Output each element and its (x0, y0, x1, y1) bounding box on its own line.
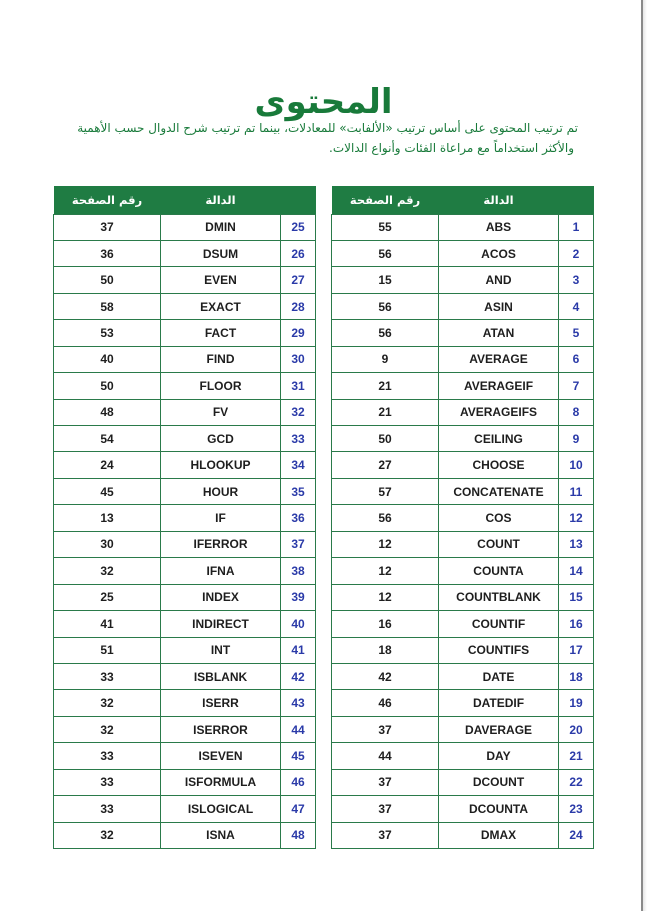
table-row (54, 769, 316, 795)
function-name: EXACT (161, 293, 281, 319)
function-name: ISNA (161, 822, 281, 848)
page-number: 15 (332, 267, 439, 293)
function-name: IFERROR (161, 531, 281, 557)
row-number: 7 (559, 373, 594, 399)
row-number: 1 (559, 214, 594, 240)
function-name: ISERROR (161, 716, 281, 742)
toc-header-row (54, 186, 316, 214)
page-number: 25 (54, 584, 161, 610)
function-name: DAY (439, 743, 559, 769)
function-name: ISBLANK (161, 663, 281, 689)
row-number: 17 (559, 637, 594, 663)
table-row (54, 584, 316, 610)
table-row (332, 690, 594, 716)
page-number: 56 (332, 240, 439, 266)
function-name: IF (161, 505, 281, 531)
page-header: رقم الصفحة (54, 186, 161, 214)
page-number: 55 (332, 214, 439, 240)
row-number: 35 (281, 478, 316, 504)
page-number: 24 (54, 452, 161, 478)
page-number: 53 (54, 320, 161, 346)
page-number: 32 (54, 558, 161, 584)
toc-body-left (54, 214, 316, 849)
num-header (559, 186, 594, 214)
page-number: 54 (54, 426, 161, 452)
function-name: EVEN (161, 267, 281, 293)
page-number: 36 (54, 240, 161, 266)
table-row (54, 293, 316, 319)
function-name: AND (439, 267, 559, 293)
row-number: 36 (281, 505, 316, 531)
table-row (332, 611, 594, 637)
function-name: COUNTIF (439, 611, 559, 637)
row-number: 43 (281, 690, 316, 716)
page-number: 37 (332, 822, 439, 848)
function-name: DMAX (439, 822, 559, 848)
page-number: 48 (54, 399, 161, 425)
page-number: 33 (54, 769, 161, 795)
page-number: 56 (332, 293, 439, 319)
function-name: COS (439, 505, 559, 531)
row-number: 6 (559, 346, 594, 372)
function-name: DATEDIF (439, 690, 559, 716)
page-number: 18 (332, 637, 439, 663)
function-name: DSUM (161, 240, 281, 266)
function-name: HOUR (161, 478, 281, 504)
row-number: 34 (281, 452, 316, 478)
row-number: 22 (559, 769, 594, 795)
row-number: 24 (559, 822, 594, 848)
table-row (54, 426, 316, 452)
row-number: 44 (281, 716, 316, 742)
page-number: 45 (54, 478, 161, 504)
function-name: COUNTBLANK (439, 584, 559, 610)
function-name: ISLOGICAL (161, 796, 281, 822)
function-name: ISFORMULA (161, 769, 281, 795)
row-number: 12 (559, 505, 594, 531)
table-row (54, 452, 316, 478)
table-row (332, 637, 594, 663)
function-header: الدالة (161, 186, 281, 214)
table-row (332, 293, 594, 319)
function-name: INT (161, 637, 281, 663)
row-number: 5 (559, 320, 594, 346)
function-name: FV (161, 399, 281, 425)
function-name: FACT (161, 320, 281, 346)
row-number: 11 (559, 478, 594, 504)
page-number: 50 (54, 373, 161, 399)
table-row (54, 743, 316, 769)
table-row (54, 478, 316, 504)
row-number: 8 (559, 399, 594, 425)
function-name: AVERAGEIF (439, 373, 559, 399)
table-row (54, 796, 316, 822)
function-name: CHOOSE (439, 452, 559, 478)
intro-line-2: والأكثر استخداماً مع مراعاة الفئات وأنواع الدالات. (329, 141, 574, 155)
function-name: IFNA (161, 558, 281, 584)
row-number: 4 (559, 293, 594, 319)
page-number: 37 (332, 796, 439, 822)
table-row (332, 769, 594, 795)
page-number: 58 (54, 293, 161, 319)
num-header (281, 186, 316, 214)
row-number: 16 (559, 611, 594, 637)
page-number: 33 (54, 796, 161, 822)
row-number: 46 (281, 769, 316, 795)
function-name: DAVERAGE (439, 716, 559, 742)
row-number: 30 (281, 346, 316, 372)
page-number: 16 (332, 611, 439, 637)
page-number: 33 (54, 743, 161, 769)
row-number: 18 (559, 663, 594, 689)
table-row (54, 267, 316, 293)
page-edge-shadow (638, 0, 647, 911)
page-number: 12 (332, 584, 439, 610)
function-name: INDEX (161, 584, 281, 610)
page-number: 21 (332, 373, 439, 399)
row-number: 9 (559, 426, 594, 452)
row-number: 39 (281, 584, 316, 610)
page-number: 57 (332, 478, 439, 504)
row-number: 28 (281, 293, 316, 319)
page-number: 44 (332, 743, 439, 769)
table-row (54, 611, 316, 637)
function-name: ATAN (439, 320, 559, 346)
row-number: 25 (281, 214, 316, 240)
table-row (54, 320, 316, 346)
table-row (332, 531, 594, 557)
function-name: DMIN (161, 214, 281, 240)
row-number: 38 (281, 558, 316, 584)
function-name: ABS (439, 214, 559, 240)
page-number: 13 (54, 505, 161, 531)
function-name: CONCATENATE (439, 478, 559, 504)
function-name: FLOOR (161, 373, 281, 399)
row-number: 31 (281, 373, 316, 399)
table-row (332, 320, 594, 346)
table-row (54, 663, 316, 689)
table-row (332, 558, 594, 584)
table-row (54, 822, 316, 848)
table-row (332, 743, 594, 769)
row-number: 32 (281, 399, 316, 425)
page-header: رقم الصفحة (332, 186, 439, 214)
function-name: ISEVEN (161, 743, 281, 769)
page-number: 32 (54, 716, 161, 742)
function-name: HLOOKUP (161, 452, 281, 478)
toc-header-row (332, 186, 594, 214)
row-number: 21 (559, 743, 594, 769)
table-row (54, 716, 316, 742)
table-row (54, 240, 316, 266)
table-row (54, 214, 316, 240)
table-row (332, 584, 594, 610)
row-number: 14 (559, 558, 594, 584)
row-number: 37 (281, 531, 316, 557)
page-number: 56 (332, 320, 439, 346)
table-row (54, 399, 316, 425)
row-number: 41 (281, 637, 316, 663)
page-number: 9 (332, 346, 439, 372)
table-row (54, 346, 316, 372)
page-number: 33 (54, 663, 161, 689)
row-number: 10 (559, 452, 594, 478)
row-number: 13 (559, 531, 594, 557)
page-number: 30 (54, 531, 161, 557)
table-row (332, 716, 594, 742)
page-number: 37 (54, 214, 161, 240)
table-row (54, 373, 316, 399)
row-number: 29 (281, 320, 316, 346)
page-number: 37 (332, 769, 439, 795)
row-number: 33 (281, 426, 316, 452)
function-name: FIND (161, 346, 281, 372)
table-row (54, 690, 316, 716)
page-number: 27 (332, 452, 439, 478)
function-name: ASIN (439, 293, 559, 319)
intro-line-1: تم ترتيب المحتوى على أساس ترتيب «الألفابت» للمعادلات، بينما تم ترتيب شرح الدوال حسب الأهمية (77, 121, 578, 135)
table-row (332, 240, 594, 266)
function-name: CEILING (439, 426, 559, 452)
row-number: 15 (559, 584, 594, 610)
row-number: 27 (281, 267, 316, 293)
toc-table-left (53, 186, 316, 849)
table-row (332, 822, 594, 848)
row-number: 47 (281, 796, 316, 822)
row-number: 19 (559, 690, 594, 716)
row-number: 3 (559, 267, 594, 293)
page-number: 37 (332, 716, 439, 742)
page-number: 46 (332, 690, 439, 716)
row-number: 2 (559, 240, 594, 266)
table-row (332, 373, 594, 399)
function-name: COUNT (439, 531, 559, 557)
table-row (332, 346, 594, 372)
page-number: 56 (332, 505, 439, 531)
function-name: COUNTIFS (439, 637, 559, 663)
function-header: الدالة (439, 186, 559, 214)
function-name: AVERAGEIFS (439, 399, 559, 425)
table-row (54, 531, 316, 557)
page-number: 40 (54, 346, 161, 372)
page-number: 50 (54, 267, 161, 293)
page-number: 12 (332, 531, 439, 557)
table-row (332, 796, 594, 822)
page-number: 42 (332, 663, 439, 689)
table-row (332, 505, 594, 531)
intro-paragraph (60, 118, 578, 158)
row-number: 20 (559, 716, 594, 742)
function-name: GCD (161, 426, 281, 452)
table-row (332, 426, 594, 452)
function-name: DCOUNTA (439, 796, 559, 822)
page-number: 50 (332, 426, 439, 452)
page-number: 21 (332, 399, 439, 425)
function-name: DCOUNT (439, 769, 559, 795)
table-row (332, 452, 594, 478)
table-row (332, 214, 594, 240)
function-name: ISERR (161, 690, 281, 716)
function-name: ACOS (439, 240, 559, 266)
page-number: 32 (54, 822, 161, 848)
function-name: AVERAGE (439, 346, 559, 372)
function-name: INDIRECT (161, 611, 281, 637)
table-row (54, 637, 316, 663)
row-number: 42 (281, 663, 316, 689)
row-number: 23 (559, 796, 594, 822)
function-name: COUNTA (439, 558, 559, 584)
page-number: 12 (332, 558, 439, 584)
toc-body-right (332, 214, 594, 849)
table-row (332, 663, 594, 689)
page-title: المحتوى (254, 81, 393, 122)
row-number: 40 (281, 611, 316, 637)
page-number: 41 (54, 611, 161, 637)
page-number: 32 (54, 690, 161, 716)
row-number: 26 (281, 240, 316, 266)
table-row (332, 267, 594, 293)
toc-table-right (331, 186, 594, 849)
page-number: 51 (54, 637, 161, 663)
row-number: 45 (281, 743, 316, 769)
table-row (332, 399, 594, 425)
table-row (54, 505, 316, 531)
table-row (332, 478, 594, 504)
table-row (54, 558, 316, 584)
row-number: 48 (281, 822, 316, 848)
function-name: DATE (439, 663, 559, 689)
